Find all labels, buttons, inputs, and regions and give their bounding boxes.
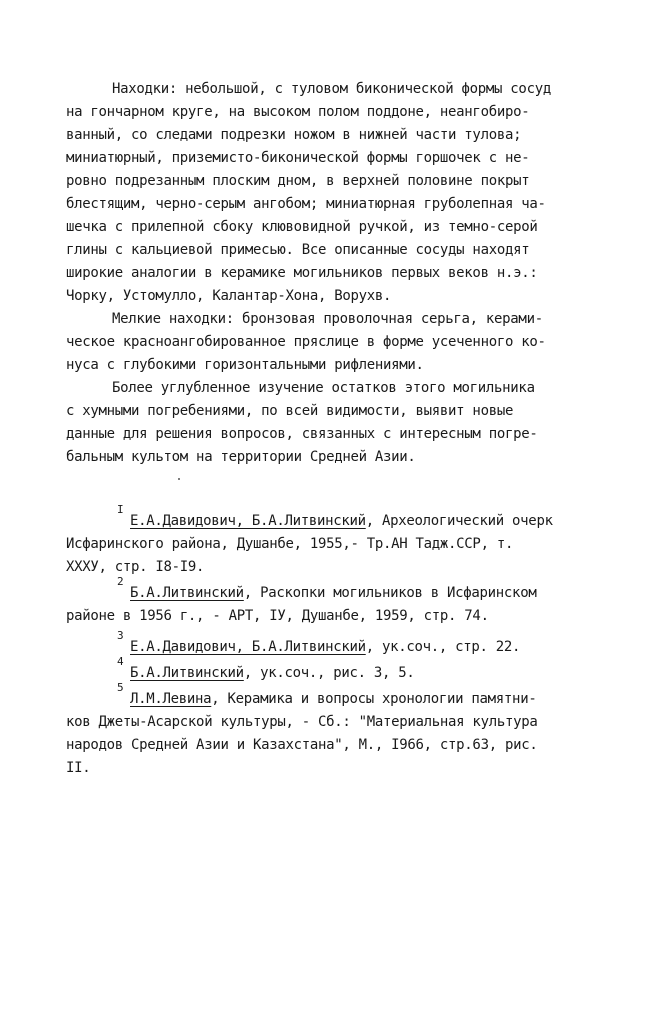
text-line: шечка с прилепной сбоку клювовидной ручкой, из темно-серой (66, 219, 538, 235)
text-line: Более углубленное изучение остатков этого могильника (112, 380, 535, 396)
footnote-authors: Б.А.Литвинский (130, 665, 244, 681)
text-line: блестящим, черно-серым ангобом; миниатюрная груболепная ча- (66, 196, 546, 212)
footnote-line: II. (66, 760, 91, 776)
text-line: ровно подрезанным плоским дном, в верхней половине покрыт (66, 173, 530, 189)
footnote-line: ков Джеты-Асарской культуры, - Сб.: "Материальная культура (66, 714, 538, 730)
footnote-line: народов Средней Азии и Казахстана", М., I966, стр.63, рис. (66, 737, 538, 753)
footnote-number: 5 (117, 681, 124, 694)
footnote-authors: Е.А.Давидович, Б.А.Литвинский (130, 513, 366, 529)
footnote-number: 4 (117, 655, 124, 668)
footnote-title: , Раскопки могильников в Исфаринском (243, 585, 537, 601)
text-line: данные для решения вопросов, связанных с интересным погре- (66, 426, 538, 442)
footnote-line (130, 690, 536, 708)
footnote-title: , Керамика и вопросы хронологии памятни- (211, 691, 537, 707)
footnote-number: 2 (117, 575, 124, 588)
text-line: ванный, со следами подрезки ножом в нижней части тулова; (66, 127, 522, 143)
footnote-authors: Е.А.Давидович, Б.А.Литвинский (130, 639, 366, 655)
footnote-line: районе в 1956 г., - АРТ, IУ, Душанбе, 1959, стр. 74. (66, 608, 489, 624)
text-line: Находки: небольшой, с туловом биконической формы сосуд (112, 81, 551, 97)
footnote-number: I (117, 503, 124, 516)
footnote-line (130, 584, 536, 602)
footnote-line (130, 638, 520, 656)
footnote-title: , ук.соч., стр. 22. (365, 639, 521, 655)
text-line: широкие аналогии в керамике могильников первых веков н.э.: (66, 265, 538, 281)
text-line: на гончарном круге, на высоком полом поддоне, неангобиро- (66, 104, 530, 120)
footnote-authors: Б.А.Литвинский (130, 585, 244, 601)
stray-mark (178, 478, 180, 480)
text-line: глины с кальциевой примесью. Все описанные сосуды находят (66, 242, 530, 258)
text-line: с хумными погребениями, по всей видимости, выявит новые (66, 403, 514, 419)
footnote-line (130, 664, 415, 682)
text-line: ческое красноангобированное пряслице в форме усеченного ко- (66, 334, 546, 350)
footnote-title: , ук.соч., рис. 3, 5. (243, 665, 415, 681)
footnote-number: 3 (117, 629, 124, 642)
footnote-line (130, 512, 553, 530)
footnote-title: , Археологический очерк (365, 513, 553, 529)
text-line: миниатюрный, приземисто-биконической формы горшочек с не- (66, 150, 530, 166)
footnote-line: XXXУ, стр. I8-I9. (66, 559, 205, 575)
footnote-line: Исфаринского района, Душанбе, 1955,- Тр.АН Тадж.ССР, т. (66, 536, 514, 552)
text-line: бальным культом на территории Средней Азии. (66, 449, 416, 465)
footnote-authors: Л.М.Левина (130, 691, 212, 707)
text-line: Мелкие находки: бронзовая проволочная серьга, керами- (112, 311, 543, 327)
text-line: Чорку, Устомулло, Калантар-Хона, Ворухв. (66, 288, 392, 304)
text-line: нуса с глубокими горизонтальными рифлениями. (66, 357, 424, 373)
